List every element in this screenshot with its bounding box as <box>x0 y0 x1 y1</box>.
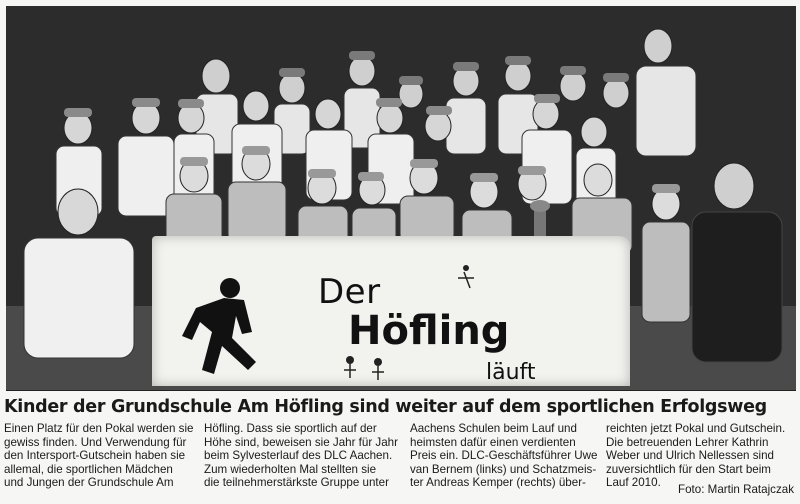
text-line: Lauf 2010. <box>606 476 661 490</box>
text-line: reichten jetzt Pokal und Gutschein. <box>606 422 786 435</box>
article-headline: Kinder der Grundschule Am Höfling sind weiter auf dem sportlichen Erfolgsweg <box>4 397 767 417</box>
text-line: Preis ein. DLC-Geschäftsführer Uwe <box>410 449 598 463</box>
text-line: ter Andreas Kemper (rechts) über- <box>410 476 586 490</box>
text-line: gewiss finden. Und Verwendung für <box>4 435 187 449</box>
text-line: van Bernem (links) und Schatzmeis- <box>410 462 597 476</box>
text-line: heimsten dafür einen verdienten <box>410 435 576 449</box>
text-line: Weber und Ulrich Nellessen sind <box>606 449 774 463</box>
article-column-2 <box>204 422 400 490</box>
banner-text-hoefling: Höfling <box>348 308 510 354</box>
article-column-3 <box>410 422 606 490</box>
text-line: allemal, die sportlichen Mädchen <box>4 462 173 476</box>
text-line: Höhe sind, beweisen sie Jahr für Jahr <box>204 435 398 449</box>
text-line: Die betreuenden Lehrer Kathrin <box>606 435 769 449</box>
photo-credit: Foto: Martin Ratajczak <box>678 483 794 496</box>
text-line: Zum wiederholten Mal stellten sie <box>204 462 377 476</box>
banner-text-der: Der <box>318 272 381 312</box>
text-line: zuversichtlich für den Start beim <box>606 462 771 476</box>
text-line: beim Sylvesterlauf des DLC Aachen. <box>204 449 393 463</box>
banner-text-laeuft: läuft <box>486 360 536 385</box>
text-line: Aachens Schulen beim Lauf und <box>410 422 577 435</box>
text-line: die teilnehmerstärkste Gruppe unter <box>204 476 389 490</box>
text-line: Einen Platz für den Pokal werden sie <box>4 422 194 435</box>
text-line: Höfling. Dass sie sportlich auf der <box>204 422 377 435</box>
text-line: und Jungen der Grundschule Am <box>4 476 174 490</box>
text-line: den Intersport-Gutschein haben sie <box>4 449 186 463</box>
article-column-1 <box>4 422 200 490</box>
article-column-4 <box>606 422 798 490</box>
